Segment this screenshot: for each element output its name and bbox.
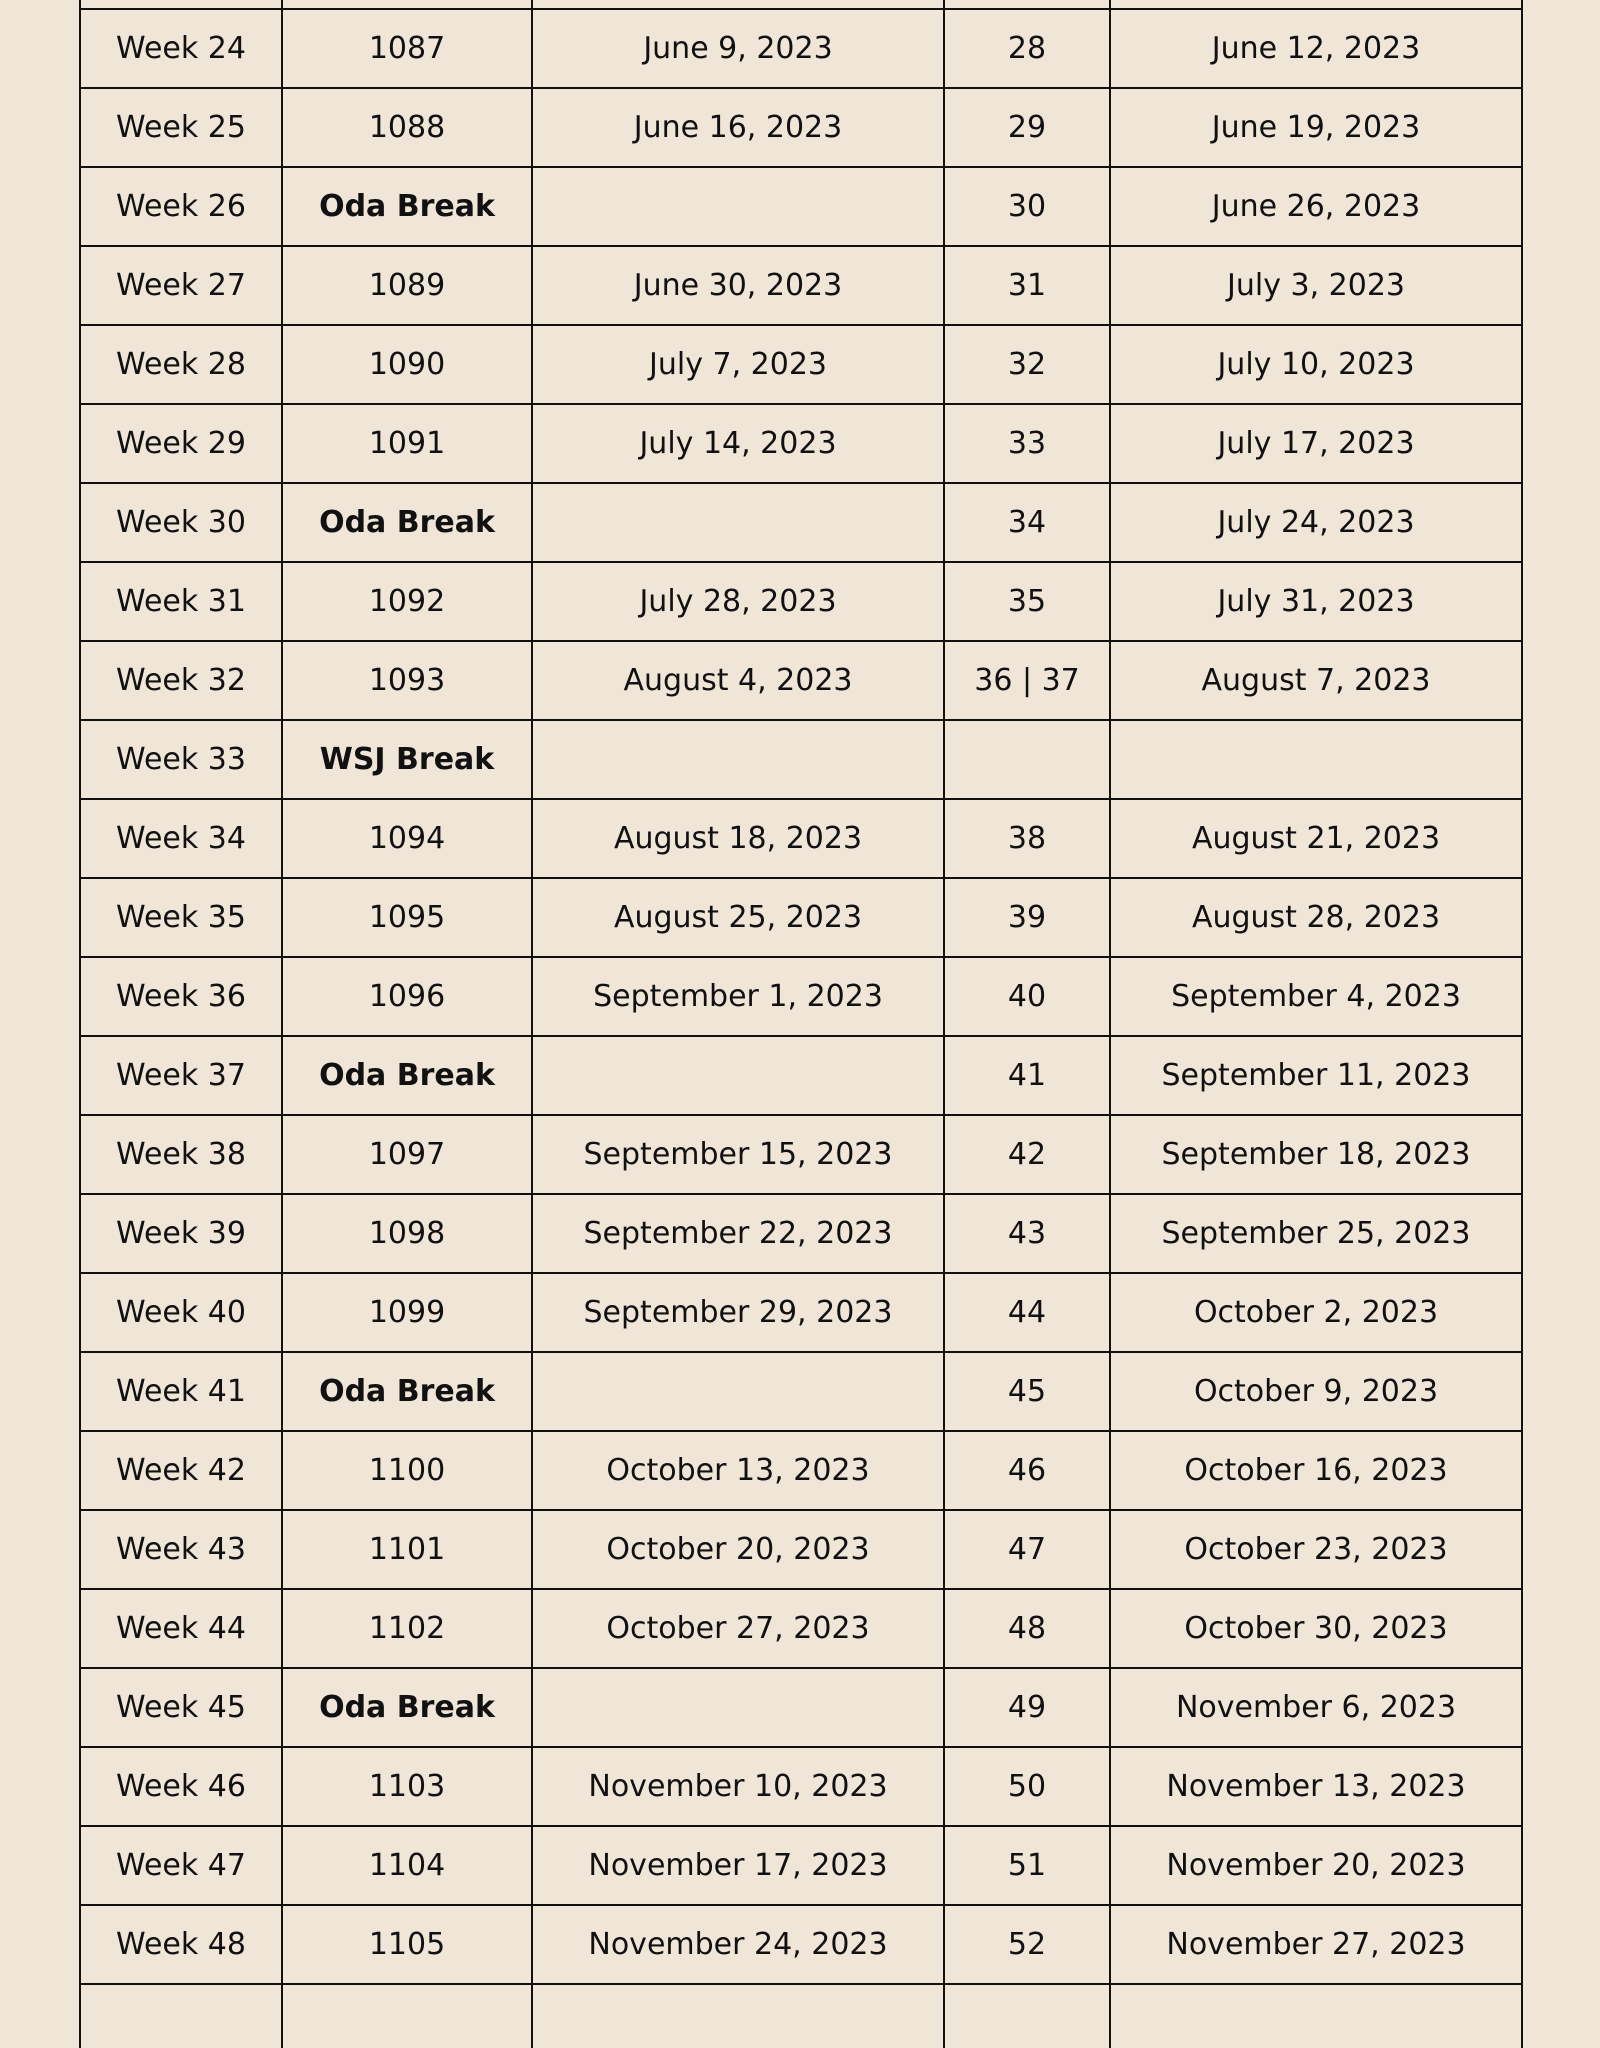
table-row xyxy=(80,878,1522,957)
issue-date-cell xyxy=(1110,720,1522,799)
issue-cell: 38 xyxy=(944,799,1110,878)
issue-cell: 51 xyxy=(944,1826,1110,1905)
issue-cell: 28 xyxy=(944,9,1110,88)
chapter-cell xyxy=(282,1984,532,2048)
chapter-cell: 1094 xyxy=(282,799,532,878)
table-row xyxy=(80,1589,1522,1668)
issue-date-cell: October 30, 2023 xyxy=(1110,1589,1522,1668)
week-cell xyxy=(80,0,282,9)
week-cell: Week 34 xyxy=(80,799,282,878)
table-row xyxy=(80,799,1522,878)
release-date-cell xyxy=(532,1984,944,2048)
week-cell: Week 41 xyxy=(80,1352,282,1431)
table-row xyxy=(80,1510,1522,1589)
chapter-cell: 1092 xyxy=(282,562,532,641)
release-date-cell: June 30, 2023 xyxy=(532,246,944,325)
release-date-cell: September 1, 2023 xyxy=(532,957,944,1036)
table-row xyxy=(80,1668,1522,1747)
chapter-cell: Oda Break xyxy=(282,1352,532,1431)
issue-date-cell: August 28, 2023 xyxy=(1110,878,1522,957)
table-row xyxy=(80,483,1522,562)
table-row xyxy=(80,404,1522,483)
chapter-cell: 1102 xyxy=(282,1589,532,1668)
week-cell: Week 44 xyxy=(80,1589,282,1668)
issue-date-cell xyxy=(1110,1984,1522,2048)
week-cell: Week 45 xyxy=(80,1668,282,1747)
table-row xyxy=(80,1352,1522,1431)
chapter-cell: 1088 xyxy=(282,88,532,167)
release-date-cell xyxy=(532,1352,944,1431)
issue-date-cell: November 6, 2023 xyxy=(1110,1668,1522,1747)
week-cell xyxy=(80,1984,282,2048)
issue-cell: 40 xyxy=(944,957,1110,1036)
schedule-table-body xyxy=(80,0,1522,2048)
issue-cell: 47 xyxy=(944,1510,1110,1589)
issue-cell: 44 xyxy=(944,1273,1110,1352)
release-date-cell: July 7, 2023 xyxy=(532,325,944,404)
release-date-cell: September 29, 2023 xyxy=(532,1273,944,1352)
chapter-cell: 1095 xyxy=(282,878,532,957)
chapter-cell: 1101 xyxy=(282,1510,532,1589)
issue-date-cell: September 11, 2023 xyxy=(1110,1036,1522,1115)
chapter-cell: 1091 xyxy=(282,404,532,483)
issue-date-cell: June 12, 2023 xyxy=(1110,9,1522,88)
table-row xyxy=(80,9,1522,88)
table-row xyxy=(80,1747,1522,1826)
chapter-cell: 1103 xyxy=(282,1747,532,1826)
release-date-cell: August 4, 2023 xyxy=(532,641,944,720)
release-date-cell: October 13, 2023 xyxy=(532,1431,944,1510)
chapter-cell: 1093 xyxy=(282,641,532,720)
chapter-cell: 1099 xyxy=(282,1273,532,1352)
week-cell: Week 36 xyxy=(80,957,282,1036)
table-row xyxy=(80,167,1522,246)
issue-cell xyxy=(944,0,1110,9)
chapter-cell: WSJ Break xyxy=(282,720,532,799)
week-cell: Week 37 xyxy=(80,1036,282,1115)
issue-cell: 29 xyxy=(944,88,1110,167)
chapter-cell: 1098 xyxy=(282,1194,532,1273)
issue-date-cell: October 23, 2023 xyxy=(1110,1510,1522,1589)
table-row xyxy=(80,957,1522,1036)
week-cell: Week 33 xyxy=(80,720,282,799)
issue-date-cell xyxy=(1110,0,1522,9)
table-row xyxy=(80,562,1522,641)
chapter-cell: 1104 xyxy=(282,1826,532,1905)
issue-cell: 50 xyxy=(944,1747,1110,1826)
chapter-cell: Oda Break xyxy=(282,483,532,562)
issue-cell: 35 xyxy=(944,562,1110,641)
table-row xyxy=(80,1431,1522,1510)
release-date-cell: August 25, 2023 xyxy=(532,878,944,957)
release-date-cell: October 27, 2023 xyxy=(532,1589,944,1668)
week-cell: Week 29 xyxy=(80,404,282,483)
week-cell: Week 42 xyxy=(80,1431,282,1510)
issue-date-cell: August 7, 2023 xyxy=(1110,641,1522,720)
issue-date-cell: June 19, 2023 xyxy=(1110,88,1522,167)
issue-date-cell: September 25, 2023 xyxy=(1110,1194,1522,1273)
issue-date-cell: October 2, 2023 xyxy=(1110,1273,1522,1352)
release-date-cell: June 9, 2023 xyxy=(532,9,944,88)
issue-cell: 33 xyxy=(944,404,1110,483)
release-date-cell xyxy=(532,720,944,799)
issue-date-cell: July 31, 2023 xyxy=(1110,562,1522,641)
table-row xyxy=(80,1984,1522,2048)
issue-cell: 46 xyxy=(944,1431,1110,1510)
issue-date-cell: June 26, 2023 xyxy=(1110,167,1522,246)
week-cell: Week 27 xyxy=(80,246,282,325)
week-cell: Week 39 xyxy=(80,1194,282,1273)
release-date-cell xyxy=(532,483,944,562)
chapter-cell: 1100 xyxy=(282,1431,532,1510)
issue-cell: 49 xyxy=(944,1668,1110,1747)
week-cell: Week 40 xyxy=(80,1273,282,1352)
chapter-cell: 1087 xyxy=(282,9,532,88)
release-date-cell: November 10, 2023 xyxy=(532,1747,944,1826)
week-cell: Week 26 xyxy=(80,167,282,246)
week-cell: Week 47 xyxy=(80,1826,282,1905)
table-row xyxy=(80,88,1522,167)
week-cell: Week 24 xyxy=(80,9,282,88)
issue-date-cell: July 24, 2023 xyxy=(1110,483,1522,562)
release-date-cell: September 15, 2023 xyxy=(532,1115,944,1194)
table-row xyxy=(80,1115,1522,1194)
chapter-cell: 1096 xyxy=(282,957,532,1036)
issue-cell: 31 xyxy=(944,246,1110,325)
week-cell: Week 32 xyxy=(80,641,282,720)
table-row xyxy=(80,1273,1522,1352)
issue-cell: 52 xyxy=(944,1905,1110,1984)
table-row xyxy=(80,0,1522,9)
week-cell: Week 31 xyxy=(80,562,282,641)
release-date-cell: November 24, 2023 xyxy=(532,1905,944,1984)
table-row xyxy=(80,325,1522,404)
issue-cell xyxy=(944,720,1110,799)
chapter-cell: 1089 xyxy=(282,246,532,325)
issue-cell: 34 xyxy=(944,483,1110,562)
week-cell: Week 28 xyxy=(80,325,282,404)
issue-cell xyxy=(944,1984,1110,2048)
release-date-cell: August 18, 2023 xyxy=(532,799,944,878)
table-row xyxy=(80,641,1522,720)
table-row xyxy=(80,1194,1522,1273)
issue-cell: 48 xyxy=(944,1589,1110,1668)
week-cell: Week 38 xyxy=(80,1115,282,1194)
release-date-cell: November 17, 2023 xyxy=(532,1826,944,1905)
chapter-cell xyxy=(282,0,532,9)
issue-cell: 36 | 37 xyxy=(944,641,1110,720)
release-date-cell: June 16, 2023 xyxy=(532,88,944,167)
chapter-cell: 1097 xyxy=(282,1115,532,1194)
week-cell: Week 46 xyxy=(80,1747,282,1826)
issue-cell: 30 xyxy=(944,167,1110,246)
table-row xyxy=(80,1036,1522,1115)
issue-date-cell: July 3, 2023 xyxy=(1110,246,1522,325)
issue-date-cell: November 27, 2023 xyxy=(1110,1905,1522,1984)
issue-date-cell: October 16, 2023 xyxy=(1110,1431,1522,1510)
issue-date-cell: September 4, 2023 xyxy=(1110,957,1522,1036)
issue-date-cell: July 10, 2023 xyxy=(1110,325,1522,404)
release-date-cell: July 28, 2023 xyxy=(532,562,944,641)
issue-date-cell: July 17, 2023 xyxy=(1110,404,1522,483)
week-cell: Week 25 xyxy=(80,88,282,167)
issue-cell: 43 xyxy=(944,1194,1110,1273)
week-cell: Week 43 xyxy=(80,1510,282,1589)
week-cell: Week 48 xyxy=(80,1905,282,1984)
week-cell: Week 35 xyxy=(80,878,282,957)
issue-date-cell: November 20, 2023 xyxy=(1110,1826,1522,1905)
issue-cell: 32 xyxy=(944,325,1110,404)
issue-cell: 39 xyxy=(944,878,1110,957)
issue-cell: 41 xyxy=(944,1036,1110,1115)
release-date-cell: September 22, 2023 xyxy=(532,1194,944,1273)
issue-cell: 42 xyxy=(944,1115,1110,1194)
release-schedule-table xyxy=(79,0,1523,2048)
issue-date-cell: October 9, 2023 xyxy=(1110,1352,1522,1431)
release-date-cell: July 14, 2023 xyxy=(532,404,944,483)
table-row xyxy=(80,720,1522,799)
issue-cell: 45 xyxy=(944,1352,1110,1431)
table-row xyxy=(80,1826,1522,1905)
issue-date-cell: September 18, 2023 xyxy=(1110,1115,1522,1194)
table-row xyxy=(80,246,1522,325)
issue-date-cell: November 13, 2023 xyxy=(1110,1747,1522,1826)
chapter-cell: 1090 xyxy=(282,325,532,404)
chapter-cell: 1105 xyxy=(282,1905,532,1984)
chapter-cell: Oda Break xyxy=(282,1036,532,1115)
chapter-cell: Oda Break xyxy=(282,1668,532,1747)
release-date-cell xyxy=(532,0,944,9)
issue-date-cell: August 21, 2023 xyxy=(1110,799,1522,878)
release-date-cell xyxy=(532,167,944,246)
chapter-cell: Oda Break xyxy=(282,167,532,246)
release-date-cell xyxy=(532,1036,944,1115)
week-cell: Week 30 xyxy=(80,483,282,562)
table-row xyxy=(80,1905,1522,1984)
release-date-cell: October 20, 2023 xyxy=(532,1510,944,1589)
release-date-cell xyxy=(532,1668,944,1747)
